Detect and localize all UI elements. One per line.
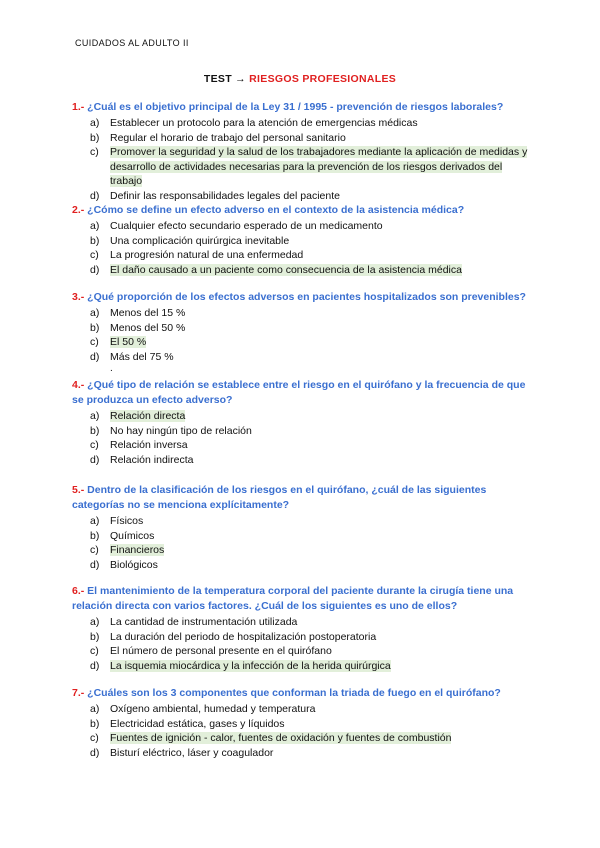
option-letter: c) [90, 336, 99, 349]
answer-option-c [72, 248, 532, 263]
answer-option-a [72, 306, 532, 321]
option-text: Más del 75 % [110, 350, 174, 363]
question-number: 5.- [72, 484, 85, 496]
answer-option-c [72, 731, 532, 746]
correct-answer-text: desarrollo de actividades necesarias para la prevención de los riesgos derivados del trabajo [110, 160, 503, 188]
option-text: Cualquier efecto secundario esperado de un medicamento [110, 220, 383, 232]
answer-option-a [72, 219, 532, 234]
correct-answer-text: Fuentes de ignición - calor, fuentes de oxidación y fuentes de combustión [110, 732, 452, 745]
question-body: ¿Qué proporción de los efectos adversos en pacientes hospitalizados son prevenibles? [84, 291, 526, 303]
answer-option-c [72, 145, 532, 160]
question-text [72, 686, 532, 701]
option-letter: a) [90, 307, 100, 319]
answer-option-d [72, 659, 532, 674]
option-letter: d) [90, 558, 100, 571]
answer-option-c [72, 335, 532, 350]
question-1 [72, 100, 532, 204]
answer-option-d [72, 350, 532, 365]
option-letter: b) [90, 630, 100, 643]
answer-option-c [72, 644, 532, 659]
option-text: Una complicación quirúrgica inevitable [110, 234, 290, 247]
answer-option-c [72, 543, 532, 558]
question-3 [72, 290, 532, 374]
answer-option-b [72, 234, 532, 249]
question-body: Dentro de la clasificación de los riesgos en el quirófano, ¿cuál de las siguientes categorías no se menciona explícitamente? [72, 484, 487, 511]
correct-answer-text: Promover la seguridad y la salud de los trabajadores mediante la aplicación de medidas y [110, 146, 528, 159]
question-body: ¿Cuáles son los 3 componentes que conforman la triada de fuego en el quirófano? [84, 687, 501, 699]
option-text: No hay ningún tipo de relación [110, 424, 252, 437]
question-text [72, 378, 532, 408]
answer-option-b [72, 630, 532, 645]
question-number: 4.- [72, 379, 85, 391]
correct-answer-text: El 50 % [110, 336, 147, 349]
question-text [72, 100, 532, 115]
option-text: Regular el horario de trabajo del personal sanitario [110, 131, 346, 144]
option-letter: a) [90, 220, 100, 232]
question-body: ¿Cuál es el objetivo principal de la Ley 31 / 1995 - prevención de riesgos laborales? [84, 101, 504, 113]
question-2 [72, 203, 532, 277]
question-body: ¿Cómo se define un efecto adverso en el contexto de la asistencia médica? [84, 204, 465, 216]
answer-option-b [72, 424, 532, 439]
option-letter: a) [90, 616, 100, 628]
option-letter: b) [90, 131, 100, 144]
answer-option-a [72, 514, 532, 529]
option-letter: d) [90, 746, 100, 759]
question-text [72, 584, 532, 614]
option-text: Relación inversa [110, 439, 188, 452]
option-text: Físicos [110, 515, 144, 527]
answer-option-d [72, 746, 532, 761]
option-text: Oxígeno ambiental, humedad y temperatura [110, 703, 316, 715]
answer-option-a [72, 409, 532, 424]
question-number: 3.- [72, 291, 85, 303]
option-text: La duración del periodo de hospitalización postoperatoria [110, 630, 377, 643]
answer-option-a [72, 615, 532, 630]
option-letter: b) [90, 234, 100, 247]
title-prefix: TEST → [203, 73, 250, 85]
question-number: 6.- [72, 585, 85, 597]
trailing-mark: . [110, 363, 113, 375]
answer-option-d [72, 453, 532, 468]
question-7 [72, 686, 532, 760]
option-letter: c) [90, 732, 99, 745]
answer-option-a [72, 702, 532, 717]
question-body: ¿Qué tipo de relación se establece entre el riesgo en el quirófano y la frecuencia de que se produzca un efecto adverso? [72, 379, 526, 406]
option-letter: d) [90, 189, 100, 202]
option-letter: a) [90, 117, 100, 129]
option-letter: c) [90, 439, 99, 452]
option-text: Definir las responsabilidades legales del paciente [110, 189, 340, 202]
answer-option-b [72, 529, 532, 544]
option-letter: a) [90, 515, 100, 527]
correct-answer-text: Financieros [110, 544, 165, 557]
option-text: El número de personal presente en el quirófano [110, 645, 332, 658]
option-letter: d) [90, 350, 100, 363]
answer-option-b [72, 321, 532, 336]
option-text: Menos del 50 % [110, 321, 186, 334]
option-letter: c) [90, 544, 99, 557]
option-text: Relación indirecta [110, 453, 194, 466]
option-letter: d) [90, 263, 100, 276]
question-number: 1.- [72, 101, 85, 113]
answer-option-b [72, 131, 532, 146]
option-letter: b) [90, 529, 100, 542]
question-5 [72, 483, 532, 572]
question-text [72, 483, 532, 513]
option-letter: d) [90, 453, 100, 466]
option-letter: c) [90, 645, 99, 658]
question-number: 2.- [72, 204, 85, 216]
correct-answer-text: El daño causado a un paciente como consecuencia de la asistencia médica [110, 263, 462, 276]
question-6 [72, 584, 532, 673]
option-letter: b) [90, 717, 100, 730]
option-letter [72, 160, 110, 189]
correct-answer-text: Relación directa [110, 410, 186, 422]
answer-option-b [72, 717, 532, 732]
option-text: Químicos [110, 529, 155, 542]
option-text: Bisturí eléctrico, láser y coagulador [110, 746, 274, 759]
title-topic: RIESGOS PROFESIONALES [249, 73, 397, 85]
answer-option-a [72, 116, 532, 131]
answer-option-c [72, 160, 532, 189]
option-letter: d) [90, 659, 100, 672]
option-text: Biológicos [110, 558, 158, 571]
option-text: La progresión natural de una enfermedad [110, 249, 304, 262]
answer-option-d [72, 263, 532, 278]
option-letter: b) [90, 424, 100, 437]
option-text: La cantidad de instrumentación utilizada [110, 616, 298, 628]
option-letter: c) [90, 146, 99, 159]
option-letter: a) [90, 703, 100, 715]
option-text: Menos del 15 % [110, 307, 186, 319]
answer-option-d [72, 558, 532, 573]
question-body: El mantenimiento de la temperatura corporal del paciente durante la cirugía tiene una relación directa con varios factores. ¿Cuál de los siguientes es uno de ellos? [72, 585, 514, 612]
question-number: 7.- [72, 687, 85, 699]
document-header: CUIDADOS AL ADULTO II [75, 38, 189, 48]
correct-answer-text: La isquemia miocárdica y la infección de la herida quirúrgica [110, 659, 391, 672]
option-letter: b) [90, 321, 100, 334]
page-title [0, 73, 600, 85]
question-4 [72, 378, 532, 467]
option-text: Electricidad estática, gases y líquidos [110, 717, 285, 730]
option-letter: a) [90, 410, 100, 422]
option-text: Establecer un protocolo para la atención de emergencias médicas [110, 117, 418, 129]
answer-option-c [72, 438, 532, 453]
option-letter: c) [90, 249, 99, 262]
question-text [72, 203, 532, 218]
question-text [72, 290, 532, 305]
answer-option-d [72, 189, 532, 204]
